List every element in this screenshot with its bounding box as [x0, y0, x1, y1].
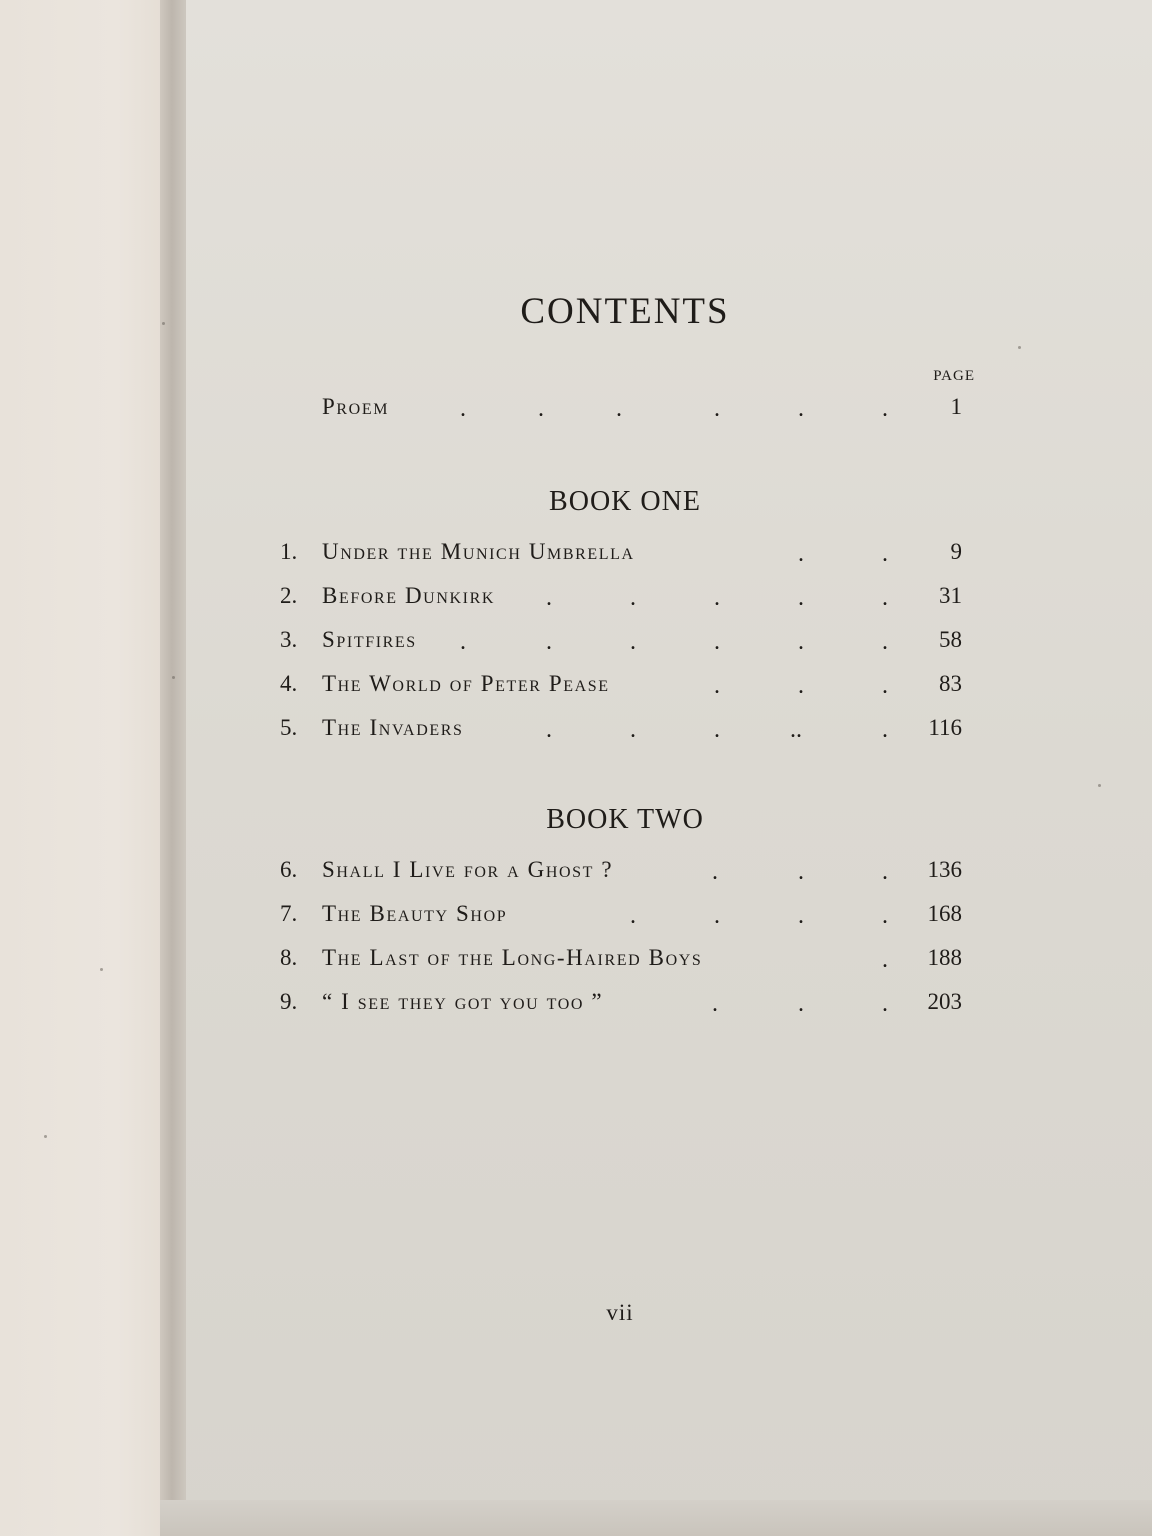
book-two-heading: BOOK TWO — [546, 804, 704, 835]
chapter-title: The World of Peter Pease — [322, 671, 610, 696]
chapter-number: 2. — [280, 583, 298, 608]
chapter-page: 9 — [950, 539, 962, 564]
toc-title: Proem — [322, 394, 390, 419]
toc-row: 3. Spitfires . . . . . . 58 — [280, 627, 962, 655]
chapter-title: “ I see they got you too ” — [322, 989, 604, 1014]
toc-row: 6. Shall I Live for a Ghost ? . . . 136 — [280, 857, 962, 885]
chapter-page: 58 — [939, 627, 962, 652]
toc-row: 7. The Beauty Shop . . . . 168 — [280, 901, 962, 929]
chapter-number: 3. — [280, 627, 298, 652]
chapter-title: Under the Munich Umbrella — [322, 539, 635, 564]
toc-row-proem: Proem . . . . . . 1 — [322, 394, 962, 422]
chapter-page: 136 — [927, 857, 962, 882]
chapter-number: 8. — [280, 945, 298, 970]
toc-row: 4. The World of Peter Pease . . . 83 — [280, 671, 962, 699]
contents-title: CONTENTS — [520, 291, 730, 332]
toc-row: 8. The Last of the Long-Haired Boys . 188 — [280, 945, 962, 973]
chapter-page: 31 — [939, 583, 962, 608]
chapter-page: 168 — [927, 901, 962, 926]
chapter-title: The Last of the Long-Haired Boys — [322, 945, 703, 970]
toc-row: 2. Before Dunkirk . . . . . 31 — [280, 583, 962, 611]
chapter-page: 188 — [927, 945, 962, 970]
paper-speck — [44, 1135, 47, 1138]
chapter-page: 116 — [928, 715, 962, 740]
paper-speck — [1098, 784, 1101, 787]
chapter-number: 1. — [280, 539, 298, 564]
chapter-title: The Beauty Shop — [322, 901, 508, 926]
page-column-label: PAGE — [933, 368, 975, 384]
chapter-number: 9. — [280, 989, 298, 1014]
page-bottom-edge — [160, 1500, 1152, 1536]
paper-speck — [1018, 346, 1021, 349]
toc-row: 1. Under the Munich Umbrella . . 9 — [280, 539, 962, 567]
book-one-heading: BOOK ONE — [549, 486, 701, 517]
paper-speck — [172, 676, 175, 679]
toc-row: 9. “ I see they got you too ” . . . 203 — [280, 989, 962, 1017]
chapter-number: 4. — [280, 671, 298, 696]
toc-page: 1 — [950, 394, 962, 419]
chapter-title: Spitfires — [322, 627, 417, 652]
chapter-number: 6. — [280, 857, 298, 882]
paper-speck — [100, 968, 103, 971]
chapter-title: The Invaders — [322, 715, 464, 740]
left-page — [0, 0, 168, 1536]
chapter-number: 7. — [280, 901, 298, 926]
toc-row: 5. The Invaders . . . .. . 116 — [280, 715, 962, 743]
page-folio: vii — [606, 1300, 634, 1325]
chapter-page: 83 — [939, 671, 962, 696]
chapter-title: Before Dunkirk — [322, 583, 495, 608]
chapter-page: 203 — [927, 989, 962, 1014]
chapter-number: 5. — [280, 715, 298, 740]
paper-speck — [162, 322, 165, 325]
chapter-title: Shall I Live for a Ghost ? — [322, 857, 614, 882]
